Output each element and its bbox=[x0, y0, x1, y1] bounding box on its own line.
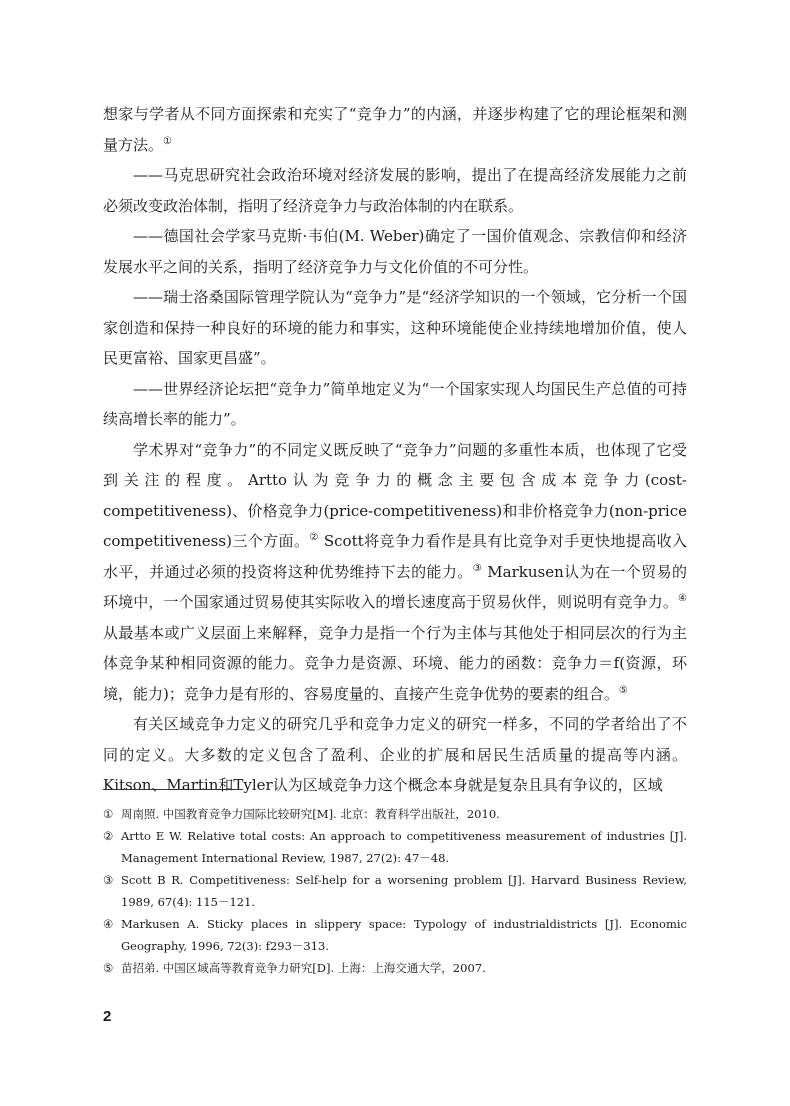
footnote-text: 苗招弟. 中国区域高等教育竞争力研究[D]. 上海：上海交通大学，2007. bbox=[121, 961, 486, 975]
footnote-mark: ④ bbox=[103, 917, 114, 931]
paragraph-text: Scott将竞争力看作是具有比竞争对手更快地提高收入水平，并通过必须的投资将这种优势维持下去的能力。 bbox=[103, 532, 688, 581]
footnote-text: Scott B R. Competitiveness: Self-help for a worsening problem [J]. Harvard Business Review, 1989, 67(4): 115－121. bbox=[121, 873, 687, 909]
footnote-text: 周南照. 中国教育竞争力国际比较研究[M]. 北京：教育科学出版社，2010. bbox=[121, 807, 500, 821]
paragraph-text: 学术界对“竞争力”的不同定义既反映了“竞争力”问题的多重性本质，也体现了它受到关注的程度。Artto认为竞争力的概念主要包含成本竞争力(cost-competitiveness)、价格竞争力(price-competitiveness)和非价格竞争力(non-price competitiveness)三个方面。 bbox=[103, 440, 687, 550]
footnote-ref: ② bbox=[309, 532, 319, 543]
footnote-item bbox=[103, 913, 687, 957]
footnote-ref: ① bbox=[163, 135, 172, 147]
page-number: 2 bbox=[103, 1008, 112, 1025]
paragraph-competitiveness-definitions bbox=[103, 435, 687, 710]
paragraph-text: Markusen认为在一个贸易的环境中，一个国家通过贸易使其实际收入的增长速度高于贸易伙伴，则说明有竞争力。 bbox=[103, 562, 687, 611]
paragraph-weber: ——德国社会学家马克斯·韦伯(M. Weber)确定了一国价值观念、宗教信仰和经济发展水平之间的关系，指明了经济竞争力与文化价值的不可分性。 bbox=[103, 227, 687, 276]
footnote-item bbox=[103, 803, 687, 825]
footnote-item bbox=[103, 825, 687, 869]
footnote-ref: ③ bbox=[472, 562, 483, 574]
paragraph-intro-continuation bbox=[103, 99, 687, 160]
footnote-item bbox=[103, 957, 687, 979]
paragraph-text: 想家与学者从不同方面探索和充实了“竞争力”的内涵，并逐步构建了它的理论框架和测量方法。 bbox=[103, 105, 687, 154]
footnote-mark: ② bbox=[103, 829, 114, 843]
body-text bbox=[103, 99, 687, 801]
paragraph-marx: ——马克思研究社会政治环境对经济发展的影响，提出了在提高经济发展能力之前必须改变政治体制，指明了经济竞争力与政治体制的内在联系。 bbox=[103, 166, 687, 215]
paragraph-imd: ——瑞士洛桑国际管理学院认为“竞争力”是“经济学知识的一个领域，它分析一个国家创造和保持一种良好的环境的能力和事实，这种环境能使企业持续地增加价值，使人民更富裕、国家更昌盛”。 bbox=[103, 288, 687, 367]
paragraph-text: 从最基本或广义层面上来解释，竞争力是指一个行为主体与其他处于相同层次的行为主体竞争某种相同资源的能力。竞争力是资源、环境、能力的函数：竞争力＝f(资源，环境，能力)；竞争力是有形的、容易度量的、直接产生竞争优势的要素的组合。 bbox=[103, 623, 687, 703]
footnote-text: Markusen A. Sticky places in slippery space: Typology of industrialdistricts [J]. Economic Geography, 1996, 72(3): f293－313. bbox=[121, 917, 687, 953]
footnote-mark: ③ bbox=[103, 873, 114, 887]
paragraph-wef: ——世界经济论坛把“竞争力”简单地定义为“一个国家实现人均国民生产总值的可持续高增长率的能力”。 bbox=[103, 379, 687, 428]
footnote-item bbox=[103, 869, 687, 913]
footnote-separator bbox=[103, 789, 243, 790]
footnote-text: Artto E W. Relative total costs: An approach to competitiveness measurement of industries [J]. Management International Review, 1987, 27(2): 47－48. bbox=[121, 829, 687, 865]
footnote-ref: ④ bbox=[678, 593, 687, 604]
footnotes bbox=[103, 803, 687, 979]
footnote-ref: ⑤ bbox=[618, 684, 628, 696]
footnote-mark: ⑤ bbox=[103, 961, 114, 975]
paragraph-regional-competitiveness: 有关区域竞争力定义的研究几乎和竞争力定义的研究一样多，不同的学者给出了不同的定义。大多数的定义包含了盈利、企业的扩展和居民生活质量的提高等内涵。Kitson、Martin和Tyler认为区域竞争力这个概念本身就是复杂且具有争议的，区域 bbox=[103, 715, 687, 794]
footnote-mark: ① bbox=[103, 807, 114, 821]
